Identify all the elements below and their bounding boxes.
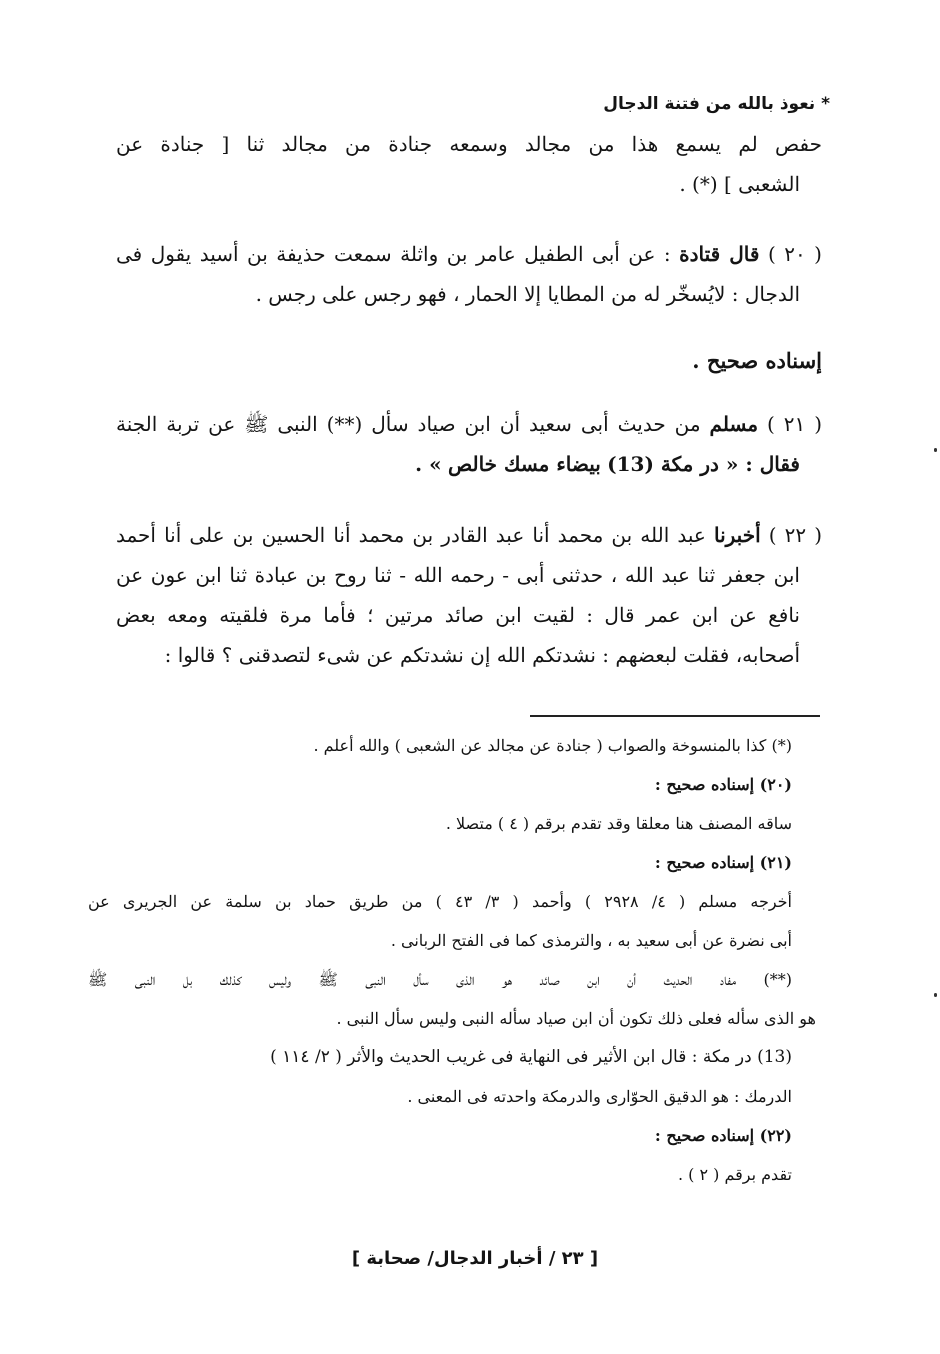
footnote-divider [530,715,820,717]
narrator-lead: مسلم [709,412,759,436]
text-line: الدجال : لايُسخّر له من المطايا إلا الحمار ، فهو رجس على رجس . [255,282,800,306]
text-line [116,515,822,555]
footnote-line: الدرمك : هو الدقيق الحوّارى والدرمكة واحدته فى المعنى . [407,1087,792,1106]
hadith-number: ( ٢٢ ) [768,523,823,547]
section-heading: إسناده صحيح . [692,348,822,373]
scan-speck [934,993,937,997]
running-header: * نعوذ بالله من فتنة الدجال [603,94,830,114]
paragraph-19-end [116,124,822,204]
text-line: حفص لم يسمع هذا من مجالد وسمعه جنادة من مجالد ثنا [ جنادة عن [116,132,822,156]
text-line: ابن جعفر ثنا عبد الله ، حدثنى أبى - رحمه الله - ثنا روح بن عبادة ثنا ابن عون عن [116,563,800,587]
footnote-heading: (٢٠) إسناده صحيح : [654,775,792,794]
narrator-lead: قال قتادة [679,242,760,266]
scan-speck [934,448,937,452]
text-span: من حديث أبى سعيد أن ابن صياد سأل (**) النبى ﷺ عن تربة الجنة [116,412,701,436]
text-span: : عن أبى الطفيل عامر بن واثلة سمعت حذيفة بن أسيد يقول فى [116,242,671,266]
hadith-number: ( ٢١ ) [767,412,823,436]
text-span: عبد الله بن محمد أنا عبد القادر بن محمد أنا الحسين بن على أنا أحمد [116,523,706,547]
text-line: أصحابه، فقلت لبعضهم : نشدتكم الله إن نشدتكم عن شىء لتصدقنى ؟ قالوا : [164,643,800,667]
footnote-line: أبى نضرة عن أبى سعيد به ، والترمذى كما فى الفتح الربانى . [390,931,792,950]
quoted-text: بيضاء مسك خالص [447,452,601,476]
footnote-line: أخرجه مسلم ( ٤/ ٢٩٢٨ ) وأحمد ( ٣/ ٤٣ ) من طريق حماد بن سلمة عن الجريرى عن [88,892,793,911]
footnote-heading: (٢١) إسناده صحيح : [654,853,792,872]
footnote-heading: (٢٢) إسناده صحيح : [654,1126,792,1145]
paragraph-22 [116,515,822,675]
footnote-line: ساقه المصنف هنا معلقا وقد تقدم برقم ( ٤ ) متصلا . [445,814,792,833]
footnote-line: (**) مفاد الحديث أن ابن صائد هو الذى سأل النبى ﷺ وليس كذلك بل النبى ﷺ [88,970,792,989]
text-line [116,234,822,274]
text-span: » . [415,452,442,476]
page-footer: [ ٢٣ / أخبار الدجال/ صحابة ] [351,1248,599,1269]
paragraph-21 [116,404,822,484]
paragraph-20 [116,234,822,314]
footnote-line: (13) در مكة : قال ابن الأثير فى النهاية فى غريب الحديث والأثر ( ٢/ ١١٤ ) [270,1047,792,1067]
text-line [116,404,822,444]
text-line: الشعبى ] (*) . [679,172,800,196]
footnote-line: (*) كذا بالمنسوخة والصواب ( جنادة عن مجالد عن الشعبى ) والله أعلم . [313,736,792,755]
text-line [116,444,822,484]
narrator-lead: أخبرنا [713,523,761,547]
text-line: نافع عن ابن عمر قال : لقيت ابن صائد مرتين ؛ فأما مرة فلقيته ومعه بعض [116,603,800,627]
footnote-line: هو الذى سأله فعلى ذلك تكون أن ابن صياد سأله النبى وليس سأل النبى . [336,1009,816,1028]
footnotes [88,726,816,1194]
hadith-number: ( ٢٠ ) [767,242,822,266]
footnote-line: تقدم برقم ( ٢ ) . [677,1165,792,1184]
text-span: فقال : « در مكة (13) [607,452,800,476]
